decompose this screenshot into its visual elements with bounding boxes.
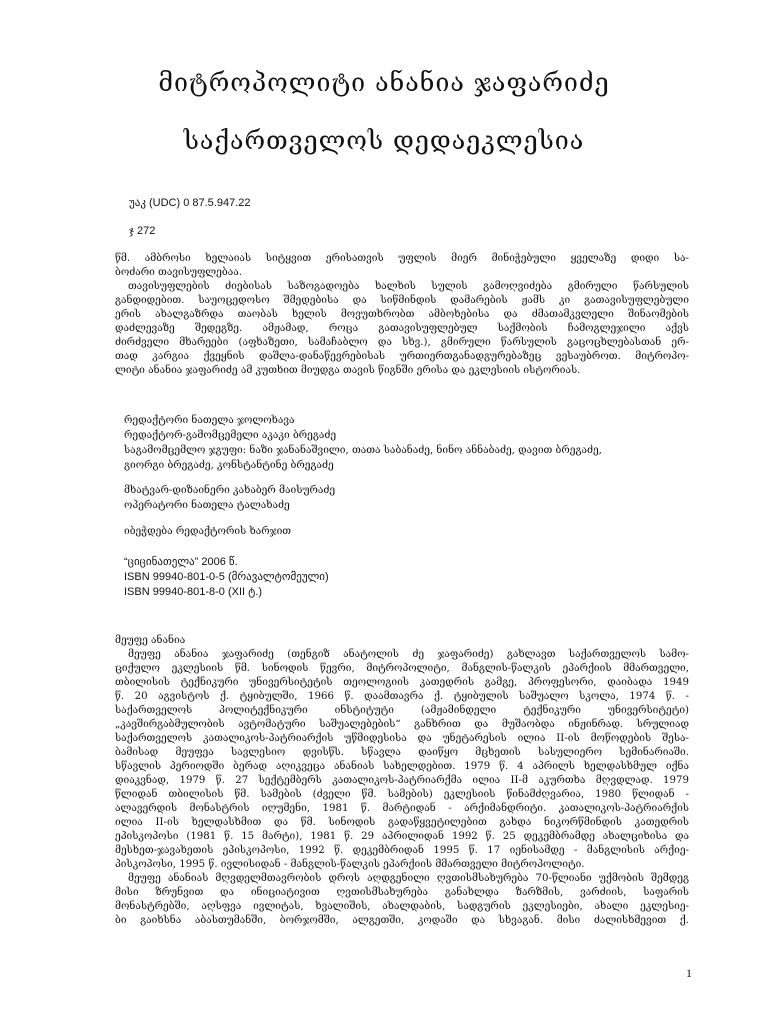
- biography-line: ეპისკოპოსი (1981 წ. 15 მარტი), 1981 წ. 29 აპრილიდან 1992 წ. 25 დეკემბრამდე ახალციხისა და: [115, 831, 689, 842]
- biography-line: მეუფე ანანიას მღვდელმთავრობის დროს აღდგენილი ღვთისმსახურება 70-წლიანი უქმობის შემდეგ: [128, 873, 689, 884]
- biography-line: საქართველოს პოლიტექნიკური ინსტიტუტი (ამჟამინდელი ტექნიკური უნივერსიტეტი): [115, 705, 689, 716]
- abstract-line: ლიტი ანანია ჯაფარიძე ამ კუთხით მიუდგა თავის წიგნში ერისა და ეკლესიის ისტორიას.: [115, 365, 581, 376]
- biography-line: პისკოპოსი, 1995 წ. ივლისიდან - მანგლის-წალკის ეპარქიის მმართველი მიტროპოლიტი.: [115, 859, 585, 870]
- biography-line: საქართველოს კათალიკოს-პატრიარქის უწმიდესისა და უნეტარესის ილია II-ის მოწოდების შესა-: [115, 733, 689, 744]
- catalog-code: ჯ 272: [129, 225, 156, 237]
- publisher-year: “ციცინათელა” 2006 წ.: [124, 556, 238, 568]
- abstract-line: თავისუფლების ძიებისას საზოგადოება ხალხის სულის გამოღვიძება გმირული წარსულის: [128, 281, 689, 292]
- operator-credit: ოპერატორი ნათელა ტალახაძე: [124, 500, 290, 511]
- abstract-line: ძირძველი მხარეები (აფხაზეთი, სამაჩაბლო და სხვ.), გმირული წარსულის გაცოცხლებასთან ერ-: [115, 337, 689, 348]
- biography-line: ილია II-ის ხელდასხმით და წმ. სინოდის გადაწყვეტილებით გახდა ნიკორწმინდის კათედრის: [115, 817, 689, 828]
- biography-line: ალავერდის მონასტრის იღუმენი, 1981 წ. მარტიდან - არქიმანდრიტი. კათალიკოს-პატრიარქის: [115, 803, 689, 814]
- abstract-line: დაძლევაზე შედეგზე. ამჟამად, როცა გათავისუფლებულ საქმობის ჩამოგლეჯილი აქვს: [115, 323, 689, 334]
- publishing-group-credit: საგამომცემლო ჯგუფი: ნაზი ჯანანაშვილი, თათა საბანაძე, ნინო ანნაბაძე, დავით ბრეგაძე,: [124, 445, 602, 456]
- publisher-editor-credit: რედაქტორ-გამომცემელი აკაკი ბრეგაძე: [124, 430, 337, 441]
- biography-line: ბი გაიხსნა აბასთუმანში, ბორჯომში, ალგეთში, კოდაში და სხვაგან. მისი ძალისხმევით ქ.: [115, 915, 689, 926]
- abstract-line: განდიდებით. საუოცედოსო შმედებისა და სიწმინდის დამარების ჟამს კი გათავისუფლებული: [115, 295, 689, 306]
- biography-line: წ. 20 აგვისტოს ქ. ტყიბულში, 1966 წ. დაამთავრა ქ. ტყიბულის საშუალო სკოლა, 1974 წ. -: [115, 691, 689, 702]
- biography-line: ციქულო ეკლესიის წმ. სინოდის წევრი, მიტროპოლიტი, მანგლის-წალკის ეპარქიის მმართველი,: [115, 663, 689, 674]
- biography-line: მონასტრებში, აღსფვა ივლიტას, ხვალიშის, ახალდაბის, სადგურის ეკლესიები, ახალი ეკლესიე-: [115, 901, 689, 912]
- biography-line: წლიდან თბილისის წმ. სამების (ძველი წმ. სამების) ეკლესიის წინამძღვარია, 1980 წლიდან -: [115, 789, 689, 800]
- publisher-note: იბეჭდება რედაქტორის ხარჯით: [124, 526, 292, 537]
- udc-classification: უაკ (UDC) 0 87.5.947.22: [129, 197, 251, 209]
- biography-line: მისი ზრუნვით და ინიციატივით ღვთისმსახურება განახლდა ზარზმის, ვარძიის, საფარის: [115, 887, 689, 898]
- book-title: საქართველოს დედაეკლესია: [183, 126, 585, 155]
- editor-credit: რედაქტორი ნათელა ჯოლოხავა: [124, 415, 295, 426]
- abstract-line: წმ. ამბროსი ხელაიას სიტყვით ერისათვის უფლის მიერ მინიჭებული ყველაზე დიდი სა-: [115, 253, 689, 264]
- biography-line: ბამისად მეუფეა სავლესიო დვისწს. სწავლა დაიწყო მცხეთის სასულიერო სემინარიაში.: [115, 747, 689, 758]
- page-number: 1: [686, 966, 692, 980]
- biography-line: სწავლის პერიოდში ბერად აღიკვეცა ანანიას სახელდებით. 1979 წ. 4 აპრილს ხელდასხმულ იქნა: [115, 761, 689, 772]
- abstract-line: თად კარგია ქვეყნის დაშლა-დანაწევრებისას ურთიერთგანადგურებაზეც ვესაუბროთ. მიტროპო-: [115, 351, 689, 362]
- biography-line: თბილისის ტექნიკური უნივერსიტეტის თეოლოგიის კათედრის გამგე, პროფესორი, დაიბადა 1949: [115, 677, 689, 688]
- biography-line: „კავშირგაბმულობის ავტომატური საშუალებების“ განხრით და მუშაობდა ინჟინრად. სრულიად: [115, 719, 689, 730]
- abstract-line: ბოძარი თავისუფლებაა.: [115, 267, 242, 278]
- biography-line: მესხეთ-ჯავახეთის ეპისკოპოსი, 1992 წ. დეკემბრიდან 1995 წ. 17 იენისამდე - მანგლისის არქიე-: [115, 845, 689, 856]
- isbn-multivolume: ISBN 99940-801-0-5 (მრავალტომეული): [124, 571, 329, 583]
- biography-line: დიაკვნად, 1979 წ. 27 სექტემბერს კათალიკოს-პატრიარქმა ილია II-მ აკურთხა მღვდლად. 1979: [115, 775, 689, 786]
- publishing-group-credit-continued: გიორგი ბრეგაძე, კონსტანტინე ბრეგაძე: [124, 460, 334, 471]
- biography-line: მეუფე ანანია ჯაფარიძე (თენგიზ ანატოლის ძე ჯაფარიძე) გახლავთ საქართველოს სამო-: [128, 649, 689, 660]
- author-heading: მიტროპოლიტი ანანია ჯაფარიძე: [158, 68, 610, 97]
- designer-credit: მხატვარ-დიზაინერი კახაბერ მაისურაძე: [124, 485, 336, 496]
- abstract-line: ერის ახალგაზრდა თაობას ხელის მოვუთხრობთ ამბოხებისა და ძმათამკვლელი შინაომების: [115, 309, 689, 320]
- isbn-volume: ISBN 99940-801-8-0 (XII ტ.): [124, 586, 263, 598]
- biography-heading: მეუფე ანანია: [115, 635, 186, 646]
